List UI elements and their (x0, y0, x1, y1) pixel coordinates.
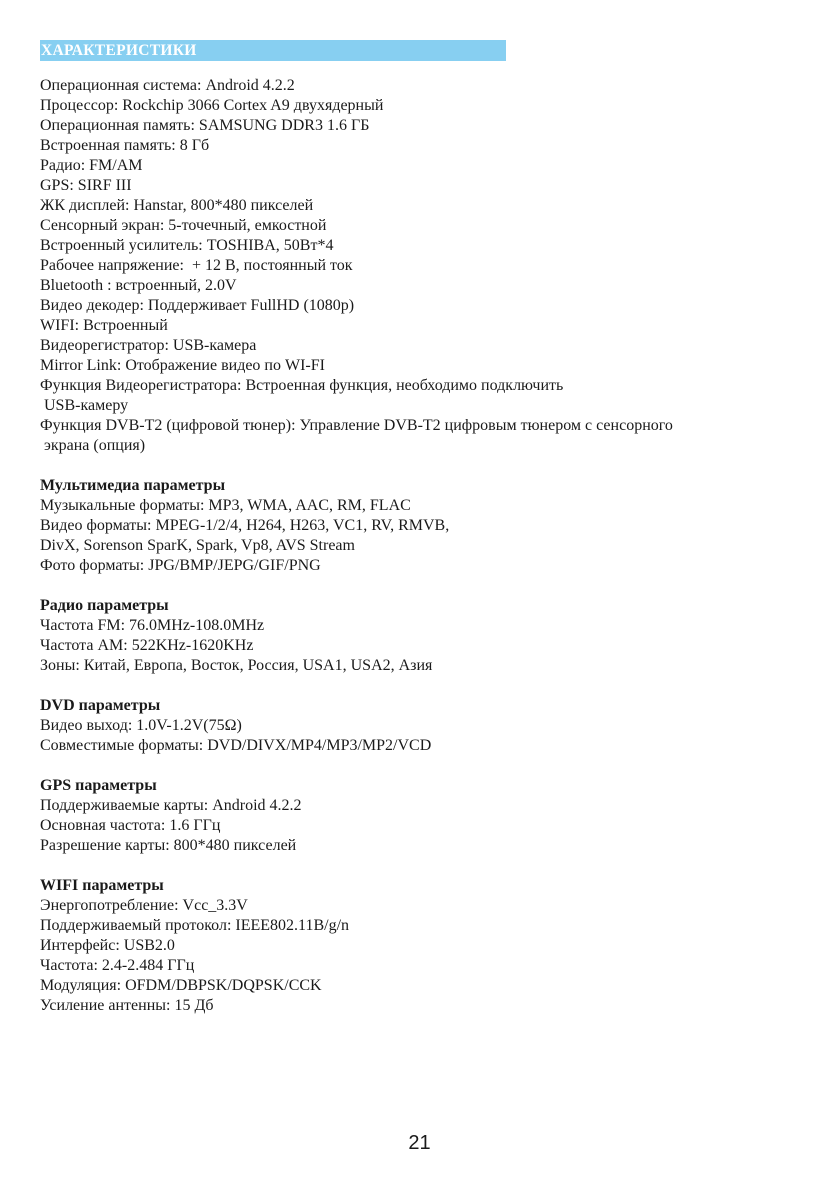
spec-line: Видео декодер: Поддерживает FullHD (1080p) (40, 297, 355, 314)
spec-line: экрана (опция) (40, 437, 146, 454)
spec-line: Зоны: Китай, Европа, Восток, Россия, USA1, USA2, Азия (40, 657, 433, 674)
spec-line: Процессор: Rockchip 3066 Cortex A9 двухядерный (40, 97, 384, 114)
spec-line: Поддерживаемый протокол: IEEE802.11B/g/n (40, 917, 350, 934)
spec-line: Функция DVB-T2 (цифровой тюнер): Управление DVB-T2 цифровым тюнером с сенсорного (40, 417, 673, 434)
spec-line: ЖК дисплей: Hanstar, 800*480 пикселей (40, 197, 314, 214)
spec-line: Частота AM: 522KHz-1620KHz (40, 637, 254, 654)
spec-line: Энергопотребление: Vcc_3.3V (40, 897, 248, 914)
page-number: 21 (408, 1132, 431, 1154)
spec-line: Фото форматы: JPG/BMP/JEPG/GIF/PNG (40, 557, 321, 574)
spec-line: Встроенная память: 8 Гб (40, 137, 210, 154)
multimedia-section (40, 476, 800, 576)
section-banner: ХАРАКТЕРИСТИКИ (40, 40, 506, 61)
spec-line: Видео выход: 1.0V-1.2V(75Ω) (40, 717, 242, 734)
spec-line: Видеорегистратор: USB-камера (40, 337, 257, 354)
spec-line: Bluetooth : встроенный, 2.0V (40, 277, 237, 294)
spec-line: Разрешение карты: 800*480 пикселей (40, 837, 297, 854)
spec-line: Интерфейс: USB2.0 (40, 937, 175, 954)
radio-section (40, 596, 800, 676)
spec-line: Совместимые форматы: DVD/DIVX/MP4/MP3/MP2/VCD (40, 737, 432, 754)
spec-line: Видео форматы: MPEG-1/2/4, H264, H263, VC1, RV, RMVB, (40, 517, 450, 534)
gps-section (40, 776, 800, 856)
multimedia-heading: Мультимедиа параметры (40, 477, 226, 494)
spec-line: Музыкальные форматы: MP3, WMA, AAC, RM, FLAC (40, 497, 411, 514)
spec-line: Поддерживаемые карты: Android 4.2.2 (40, 797, 302, 814)
spec-line: Встроенный усилитель: TOSHIBA, 50Вт*4 (40, 237, 334, 254)
spec-line: Операционная память: SAMSUNG DDR3 1.6 ГБ (40, 117, 370, 134)
spec-line: GPS: SIRF III (40, 177, 132, 194)
spec-line: Операционная система: Android 4.2.2 (40, 77, 295, 94)
specifications-list (40, 76, 800, 456)
spec-line: Функция Видеорегистратора: Встроенная функция, необходимо подключить (40, 377, 564, 394)
spec-line: Модуляция: OFDM/DBPSK/DQPSK/CCK (40, 977, 322, 994)
dvd-section (40, 696, 800, 756)
wifi-heading: WIFI параметры (40, 877, 164, 894)
spec-line: USB-камеру (40, 397, 129, 414)
spec-line: Частота: 2.4-2.484 ГГц (40, 957, 195, 974)
spec-line: Радио: FM/AM (40, 157, 143, 174)
radio-heading: Радио параметры (40, 597, 169, 614)
spec-line: Основная частота: 1.6 ГГц (40, 817, 221, 834)
spec-line: Рабочее напряжение: + 12 В, постоянный ток (40, 257, 353, 274)
spec-line: Сенсорный экран: 5-точечный, емкостной (40, 217, 327, 234)
spec-line: Mirror Link: Отображение видео по WI-FI (40, 357, 325, 374)
gps-heading: GPS параметры (40, 777, 157, 794)
wifi-section (40, 876, 800, 1016)
dvd-heading: DVD параметры (40, 697, 161, 714)
spec-line: WIFI: Встроенный (40, 317, 168, 334)
spec-line: DivX, Sorenson SparK, Spark, Vp8, AVS Stream (40, 537, 355, 554)
spec-line: Частота FM: 76.0MHz-108.0MHz (40, 617, 265, 634)
manual-page (40, 40, 800, 1016)
spec-line: Усиление антенны: 15 Дб (40, 997, 214, 1014)
